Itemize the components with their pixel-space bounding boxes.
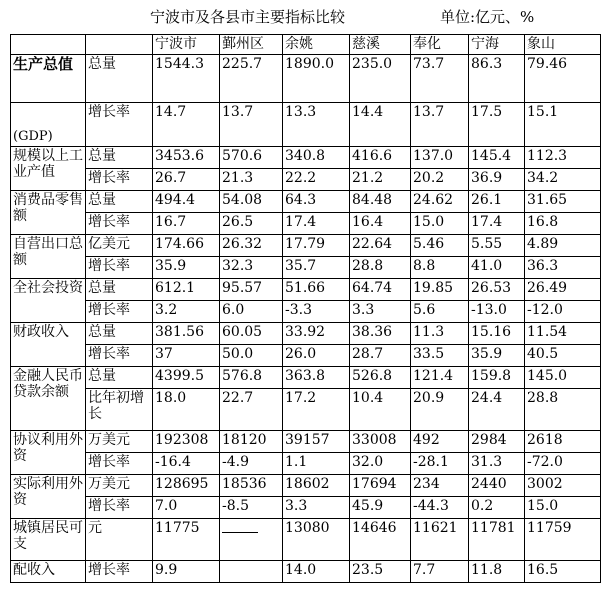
value-cell: 4399.5 xyxy=(153,367,220,389)
subcategory-cell: 增长率 xyxy=(86,561,153,583)
value-cell: 0.2 xyxy=(469,497,525,519)
value-cell: 11.3 xyxy=(411,323,469,345)
value-cell: 15.0 xyxy=(525,497,601,519)
blank-underline xyxy=(222,520,258,533)
header-cell xyxy=(86,35,153,55)
value-cell: 3002 xyxy=(525,475,601,497)
value-cell: 26.49 xyxy=(525,279,601,301)
value-cell: 2984 xyxy=(469,431,525,453)
subcategory-cell: 总量 xyxy=(86,55,153,103)
value-cell: -13.0 xyxy=(469,301,525,323)
value-cell: 21.2 xyxy=(350,169,411,191)
value-cell: 26.1 xyxy=(469,191,525,213)
value-cell: 11759 xyxy=(525,519,601,561)
value-cell: 526.8 xyxy=(350,367,411,389)
value-cell: 570.6 xyxy=(220,147,283,169)
value-cell: 18602 xyxy=(283,475,350,497)
value-cell: 20.9 xyxy=(411,389,469,431)
value-cell: 192308 xyxy=(153,431,220,453)
table-row xyxy=(11,301,601,323)
subcategory-cell: 元 xyxy=(86,519,153,561)
value-cell: 4.89 xyxy=(525,235,601,257)
value-cell: 26.7 xyxy=(153,169,220,191)
value-cell: 5.6 xyxy=(411,301,469,323)
table-row xyxy=(11,431,601,453)
category-cell: 生产总值 xyxy=(11,55,86,103)
table-row xyxy=(11,55,601,103)
subcategory-cell: 增长率 xyxy=(86,345,153,367)
value-cell: 84.48 xyxy=(350,191,411,213)
header-row xyxy=(11,35,601,55)
table-row xyxy=(11,389,601,431)
value-cell: 35.9 xyxy=(153,257,220,279)
category-cell: 金融人民币贷款余额 xyxy=(11,367,86,431)
value-cell: 11.8 xyxy=(469,561,525,583)
header-cell xyxy=(11,35,86,55)
value-cell: 26.53 xyxy=(469,279,525,301)
category-cell: 实际利用外资 xyxy=(11,475,86,519)
category-cell: 协议利用外资 xyxy=(11,431,86,475)
value-cell: -16.4 xyxy=(153,453,220,475)
category-cell: 财政收入 xyxy=(11,323,86,367)
value-cell: 20.2 xyxy=(411,169,469,191)
category-cell: (GDP) xyxy=(11,103,86,147)
subcategory-cell: 亿美元 xyxy=(86,235,153,257)
value-cell: 35.7 xyxy=(283,257,350,279)
value-cell: 50.0 xyxy=(220,345,283,367)
value-cell: 95.57 xyxy=(220,279,283,301)
table-row xyxy=(11,345,601,367)
value-cell: 36.9 xyxy=(469,169,525,191)
value-cell: 33.5 xyxy=(411,345,469,367)
value-cell: 64.3 xyxy=(283,191,350,213)
table-row xyxy=(11,497,601,519)
value-cell: 381.56 xyxy=(153,323,220,345)
value-cell: 3.2 xyxy=(153,301,220,323)
value-cell: 492 xyxy=(411,431,469,453)
value-cell: 3.3 xyxy=(350,301,411,323)
value-cell: 2618 xyxy=(525,431,601,453)
table-row xyxy=(11,213,601,235)
value-cell: 26.0 xyxy=(283,345,350,367)
value-cell: -44.3 xyxy=(411,497,469,519)
table-row xyxy=(11,561,601,583)
value-cell: 23.5 xyxy=(350,561,411,583)
subcategory-cell: 总量 xyxy=(86,191,153,213)
value-cell: 225.7 xyxy=(220,55,283,103)
value-cell: 6.0 xyxy=(220,301,283,323)
value-cell: 17.4 xyxy=(469,213,525,235)
value-cell: 16.5 xyxy=(525,561,601,583)
value-cell: 38.36 xyxy=(350,323,411,345)
value-cell: 112.3 xyxy=(525,147,601,169)
value-cell: 18.0 xyxy=(153,389,220,431)
value-cell: 22.7 xyxy=(220,389,283,431)
value-cell: 1890.0 xyxy=(283,55,350,103)
value-cell: 7.7 xyxy=(411,561,469,583)
value-cell: -3.3 xyxy=(283,301,350,323)
value-cell: 28.8 xyxy=(525,389,601,431)
page-title: 宁波市及各县市主要指标比较 xyxy=(150,8,346,26)
value-cell: 22.2 xyxy=(283,169,350,191)
value-cell: 234 xyxy=(411,475,469,497)
value-cell xyxy=(220,561,283,583)
header-cell: 奉化 xyxy=(411,35,469,55)
value-cell: 15.16 xyxy=(469,323,525,345)
value-cell: 9.9 xyxy=(153,561,220,583)
subcategory-cell: 总量 xyxy=(86,323,153,345)
value-cell: 16.4 xyxy=(350,213,411,235)
value-cell: 33.92 xyxy=(283,323,350,345)
subcategory-cell: 万美元 xyxy=(86,431,153,453)
value-cell: 31.65 xyxy=(525,191,601,213)
value-cell: 340.8 xyxy=(283,147,350,169)
value-cell: 145.4 xyxy=(469,147,525,169)
table-row xyxy=(11,235,601,257)
table-row xyxy=(11,519,601,561)
value-cell: 35.9 xyxy=(469,345,525,367)
value-cell: 28.8 xyxy=(350,257,411,279)
value-cell: 2440 xyxy=(469,475,525,497)
value-cell: 137.0 xyxy=(411,147,469,169)
table-row xyxy=(11,453,601,475)
value-cell: 11621 xyxy=(411,519,469,561)
value-cell: 14.0 xyxy=(283,561,350,583)
value-cell: 28.7 xyxy=(350,345,411,367)
value-cell: 40.5 xyxy=(525,345,601,367)
value-cell: 3.3 xyxy=(283,497,350,519)
value-cell: 18536 xyxy=(220,475,283,497)
value-cell: 17.5 xyxy=(469,103,525,147)
category-cell: 规模以上工业产值 xyxy=(11,147,86,191)
value-cell: 128695 xyxy=(153,475,220,497)
value-cell: 31.3 xyxy=(469,453,525,475)
value-cell: 64.74 xyxy=(350,279,411,301)
value-cell: 41.0 xyxy=(469,257,525,279)
value-cell: 26.5 xyxy=(220,213,283,235)
subcategory-cell: 万美元 xyxy=(86,475,153,497)
subcategory-cell: 增长率 xyxy=(86,453,153,475)
table-row xyxy=(11,367,601,389)
value-cell: 39157 xyxy=(283,431,350,453)
value-cell xyxy=(220,519,283,561)
table-row xyxy=(11,323,601,345)
value-cell: 45.9 xyxy=(350,497,411,519)
value-cell: 54.08 xyxy=(220,191,283,213)
value-cell: 5.46 xyxy=(411,235,469,257)
value-cell: 7.0 xyxy=(153,497,220,519)
value-cell: 51.66 xyxy=(283,279,350,301)
value-cell: -28.1 xyxy=(411,453,469,475)
subcategory-cell: 增长率 xyxy=(86,213,153,235)
value-cell: 11.54 xyxy=(525,323,601,345)
value-cell: 494.4 xyxy=(153,191,220,213)
unit-label: 单位:亿元、% xyxy=(440,8,535,26)
value-cell: 159.8 xyxy=(469,367,525,389)
value-cell: 145.0 xyxy=(525,367,601,389)
value-cell: 37 xyxy=(153,345,220,367)
category-cell: 自营出口总额 xyxy=(11,235,86,279)
value-cell: 17.2 xyxy=(283,389,350,431)
value-cell: 16.7 xyxy=(153,213,220,235)
value-cell: 11775 xyxy=(153,519,220,561)
header-cell: 宁波市 xyxy=(153,35,220,55)
subcategory-cell: 增长率 xyxy=(86,169,153,191)
header-cell: 宁海 xyxy=(469,35,525,55)
value-cell: 3453.6 xyxy=(153,147,220,169)
value-cell: 363.8 xyxy=(283,367,350,389)
table-row xyxy=(11,169,601,191)
header-cell: 慈溪 xyxy=(350,35,411,55)
category-cell: 全社会投资 xyxy=(11,279,86,323)
value-cell: 235.0 xyxy=(350,55,411,103)
value-cell: 19.85 xyxy=(411,279,469,301)
subcategory-cell: 增长率 xyxy=(86,257,153,279)
value-cell: 26.32 xyxy=(220,235,283,257)
category-cell: 配收入 xyxy=(11,561,86,583)
table-row xyxy=(11,147,601,169)
value-cell: 174.66 xyxy=(153,235,220,257)
value-cell: 24.62 xyxy=(411,191,469,213)
table-row xyxy=(11,475,601,497)
value-cell: 33008 xyxy=(350,431,411,453)
subcategory-cell: 增长率 xyxy=(86,103,153,147)
header-cell: 余姚 xyxy=(283,35,350,55)
value-cell: 34.2 xyxy=(525,169,601,191)
value-cell: 18120 xyxy=(220,431,283,453)
value-cell: -72.0 xyxy=(525,453,601,475)
value-cell: 13.3 xyxy=(283,103,350,147)
value-cell: 8.8 xyxy=(411,257,469,279)
subcategory-cell: 总量 xyxy=(86,279,153,301)
value-cell: 5.55 xyxy=(469,235,525,257)
value-cell: 21.3 xyxy=(220,169,283,191)
value-cell: 15.1 xyxy=(525,103,601,147)
value-cell: 32.0 xyxy=(350,453,411,475)
indicator-table xyxy=(10,34,601,583)
value-cell: 121.4 xyxy=(411,367,469,389)
value-cell: 10.4 xyxy=(350,389,411,431)
table-row xyxy=(11,191,601,213)
subcategory-cell: 比年初增长 xyxy=(86,389,153,431)
header-cell: 象山 xyxy=(525,35,601,55)
category-cell: 城镇居民可支 xyxy=(11,519,86,561)
value-cell: 576.8 xyxy=(220,367,283,389)
value-cell: 60.05 xyxy=(220,323,283,345)
value-cell: 13080 xyxy=(283,519,350,561)
value-cell: 73.7 xyxy=(411,55,469,103)
value-cell: -12.0 xyxy=(525,301,601,323)
value-cell: 13.7 xyxy=(411,103,469,147)
value-cell: 22.64 xyxy=(350,235,411,257)
value-cell: 1544.3 xyxy=(153,55,220,103)
subcategory-cell: 增长率 xyxy=(86,301,153,323)
table-row xyxy=(11,279,601,301)
value-cell: 17.79 xyxy=(283,235,350,257)
value-cell: 86.3 xyxy=(469,55,525,103)
category-cell: 消费品零售额 xyxy=(11,191,86,235)
value-cell: 612.1 xyxy=(153,279,220,301)
value-cell: 32.3 xyxy=(220,257,283,279)
value-cell: 14.4 xyxy=(350,103,411,147)
value-cell: 24.4 xyxy=(469,389,525,431)
value-cell: 36.3 xyxy=(525,257,601,279)
value-cell: 13.7 xyxy=(220,103,283,147)
subcategory-cell: 增长率 xyxy=(86,497,153,519)
value-cell: 14.7 xyxy=(153,103,220,147)
value-cell: 1.1 xyxy=(283,453,350,475)
table-row xyxy=(11,257,601,279)
subcategory-cell: 总量 xyxy=(86,367,153,389)
value-cell: 15.0 xyxy=(411,213,469,235)
value-cell: 17694 xyxy=(350,475,411,497)
value-cell: 14646 xyxy=(350,519,411,561)
value-cell: -4.9 xyxy=(220,453,283,475)
value-cell: 17.4 xyxy=(283,213,350,235)
table-row xyxy=(11,103,601,147)
value-cell: 416.6 xyxy=(350,147,411,169)
value-cell: -8.5 xyxy=(220,497,283,519)
value-cell: 11781 xyxy=(469,519,525,561)
value-cell: 79.46 xyxy=(525,55,601,103)
value-cell: 16.8 xyxy=(525,213,601,235)
subcategory-cell: 总量 xyxy=(86,147,153,169)
header-cell: 鄞州区 xyxy=(220,35,283,55)
